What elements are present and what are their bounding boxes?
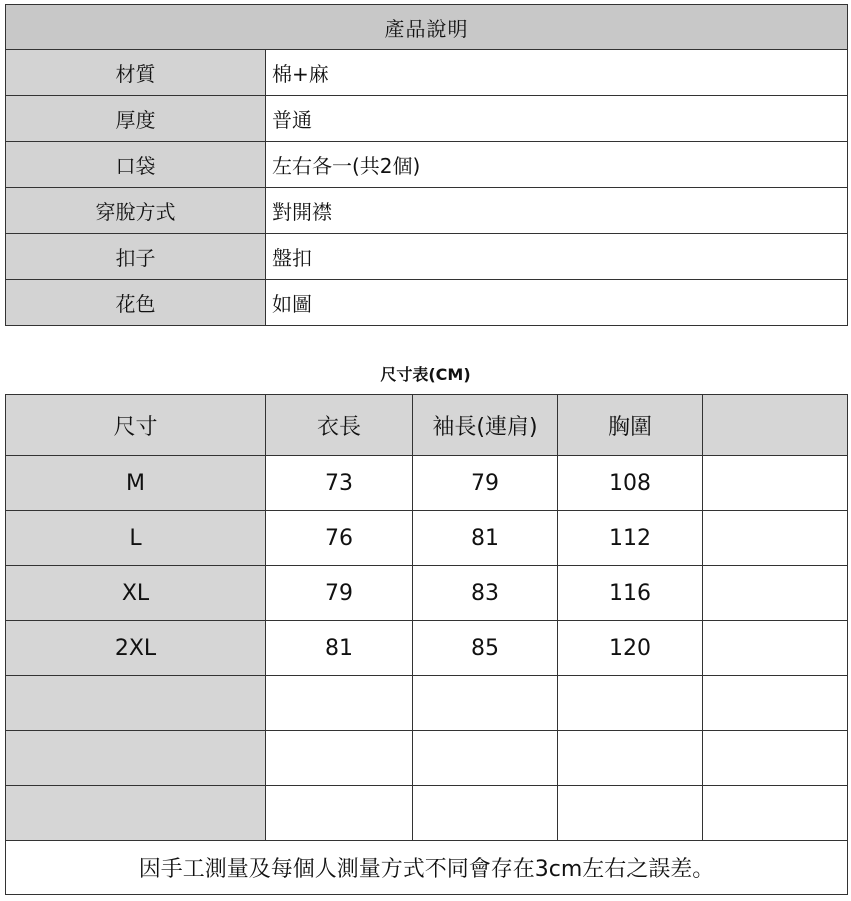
value-cell: 79 [413, 456, 558, 511]
info-label: 厚度 [6, 96, 266, 142]
value-cell: 81 [266, 621, 413, 676]
table-row [6, 786, 848, 841]
info-row-pattern [6, 280, 848, 326]
info-row-material [6, 50, 848, 96]
size-cell [6, 731, 266, 786]
value-cell [703, 621, 848, 676]
value-cell: 79 [266, 566, 413, 621]
value-cell [703, 786, 848, 841]
header-cell [703, 395, 848, 456]
size-cell: L [6, 511, 266, 566]
info-label: 花色 [6, 280, 266, 326]
header-cell: 袖長(連肩) [413, 395, 558, 456]
info-row-thickness [6, 96, 848, 142]
info-label: 口袋 [6, 142, 266, 188]
size-chart-table [5, 394, 848, 895]
size-cell [6, 676, 266, 731]
table-row [6, 731, 848, 786]
size-chart-note-row [6, 841, 848, 895]
table-row [6, 566, 848, 621]
value-cell [413, 676, 558, 731]
header-cell: 胸圍 [558, 395, 703, 456]
info-value: 棉+麻 [266, 50, 848, 96]
value-cell [266, 786, 413, 841]
value-cell: 83 [413, 566, 558, 621]
info-label: 材質 [6, 50, 266, 96]
value-cell: 73 [266, 456, 413, 511]
info-row-pocket [6, 142, 848, 188]
value-cell [703, 511, 848, 566]
table-row [6, 676, 848, 731]
value-cell: 108 [558, 456, 703, 511]
table-row [6, 621, 848, 676]
info-value: 普通 [266, 96, 848, 142]
header-cell: 衣長 [266, 395, 413, 456]
value-cell [703, 566, 848, 621]
info-row-button [6, 234, 848, 280]
value-cell: 85 [413, 621, 558, 676]
info-value: 左右各一(共2個) [266, 142, 848, 188]
value-cell [703, 676, 848, 731]
info-value: 如圖 [266, 280, 848, 326]
value-cell [558, 731, 703, 786]
size-cell [6, 786, 266, 841]
value-cell: 116 [558, 566, 703, 621]
value-cell [558, 786, 703, 841]
product-info-title: 產品說明 [6, 5, 848, 50]
value-cell [266, 676, 413, 731]
size-chart-title: 尺寸表(CM) [380, 365, 471, 384]
value-cell [266, 731, 413, 786]
info-label: 扣子 [6, 234, 266, 280]
info-value: 對開襟 [266, 188, 848, 234]
value-cell [558, 676, 703, 731]
size-cell: 2XL [6, 621, 266, 676]
value-cell: 81 [413, 511, 558, 566]
value-cell [703, 731, 848, 786]
measurement-note: 因手工測量及每個人測量方式不同會存在3cm左右之誤差。 [6, 841, 848, 895]
value-cell: 112 [558, 511, 703, 566]
size-cell: XL [6, 566, 266, 621]
size-cell: M [6, 456, 266, 511]
info-value: 盤扣 [266, 234, 848, 280]
header-cell: 尺寸 [6, 395, 266, 456]
value-cell: 120 [558, 621, 703, 676]
info-label: 穿脫方式 [6, 188, 266, 234]
table-row [6, 456, 848, 511]
value-cell [413, 786, 558, 841]
size-chart-header-row [6, 395, 848, 456]
value-cell [703, 456, 848, 511]
value-cell [413, 731, 558, 786]
product-info-table [5, 4, 848, 326]
table-row [6, 511, 848, 566]
info-row-closure [6, 188, 848, 234]
value-cell: 76 [266, 511, 413, 566]
